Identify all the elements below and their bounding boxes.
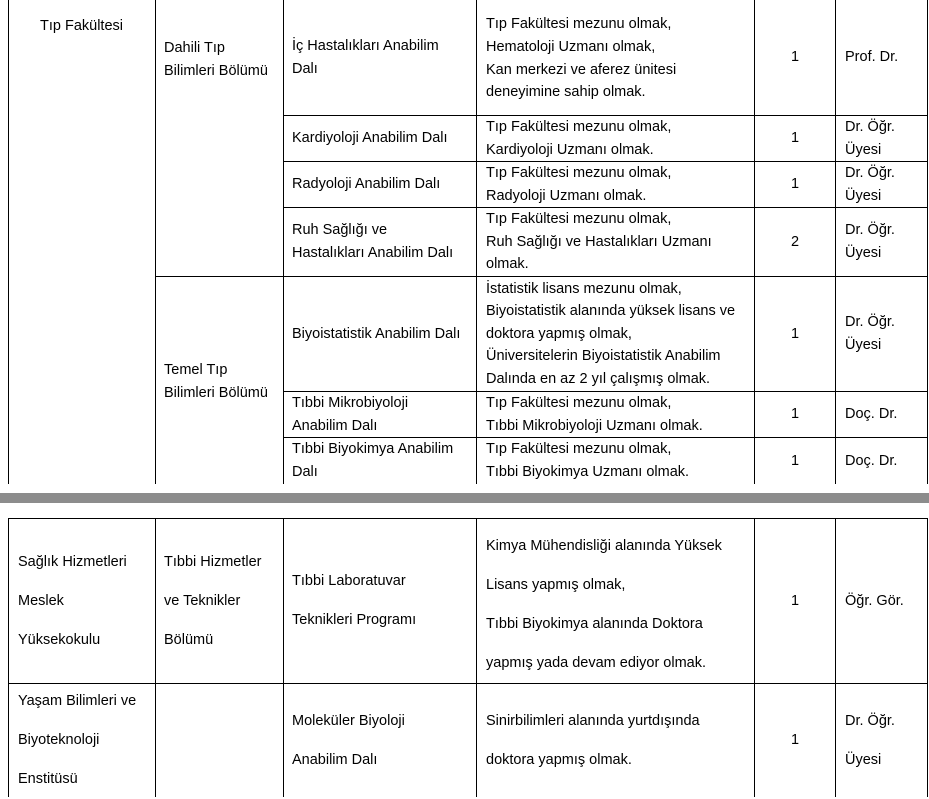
count-cell: [755, 684, 835, 797]
academic-title: Dr. Öğr. Üyesi: [845, 118, 895, 158]
title-cell: [845, 0, 927, 115]
count-cell: [755, 519, 835, 683]
requirements-text: Sinirbilimleri alanında yurtdışında doktora yapmış olmak.: [486, 712, 700, 768]
academic-title: Dr. Öğr. Üyesi: [845, 712, 895, 768]
unit-cell: [292, 162, 476, 207]
unit-cell: [292, 519, 476, 683]
unit-name: Ruh Sağlığı ve Hastalıkları Anabilim Dalı: [292, 222, 454, 261]
position-count: 1: [790, 130, 800, 147]
requirements-cell: [486, 2, 754, 115]
count-cell: [755, 208, 835, 276]
academic-title: Prof. Dr.: [845, 49, 899, 66]
academic-title: Dr. Öğr. Üyesi: [845, 164, 895, 204]
department-name: Tıbbi Hizmetler ve Teknikler Bölümü: [164, 553, 262, 648]
requirements-cell: [486, 438, 754, 484]
unit-cell: [292, 392, 476, 437]
requirements-text: Tıp Fakültesi mezunu olmak, Tıbbi Mikrobiyoloji Uzmanı olmak.: [486, 394, 703, 434]
unit-name: İç Hastalıkları Anabilim Dalı: [292, 37, 439, 77]
faculty-name: Tıp Fakültesi: [40, 18, 123, 34]
requirements-text: Kimya Mühendisliği alanında Yüksek Lisans yapmış olmak, Tıbbi Biyokimya alanında Doktora yapmış yada devam ediyor olmak.: [486, 537, 722, 671]
unit-cell: [292, 277, 476, 391]
requirements-text: Tıp Fakültesi mezunu olmak, Ruh Sağlığı ve Hastalıkları Uzmanı olmak.: [486, 211, 712, 273]
faculty-cell: [18, 519, 155, 683]
position-count: 2: [790, 233, 800, 250]
requirements-text: Tıp Fakültesi mezunu olmak, Hematoloji Uzmanı olmak, Kan merkezi ve aferez ünitesi deneyimine sahip olmak.: [486, 16, 677, 101]
count-cell: [755, 277, 835, 391]
position-count: 1: [790, 176, 800, 193]
unit-name: Biyoistatistik Anabilim Dalı: [292, 325, 461, 342]
unit-cell: [292, 208, 476, 276]
academic-title: Dr. Öğr. Üyesi: [845, 314, 895, 353]
requirements-cell: [486, 684, 754, 797]
requirements-text: Tıp Fakültesi mezunu olmak, Radyoloji Uzmanı olmak.: [486, 164, 672, 204]
title-cell: [845, 392, 927, 437]
title-cell: [845, 208, 927, 276]
requirements-cell: [486, 392, 754, 437]
count-cell: [755, 438, 835, 484]
unit-cell: [292, 438, 476, 484]
count-cell: [755, 162, 835, 207]
academic-title: Doç. Dr.: [845, 452, 898, 469]
requirements-cell: [486, 526, 754, 683]
department-cell: [164, 357, 282, 407]
position-count: 1: [790, 732, 800, 749]
position-count: 1: [790, 49, 800, 66]
title-cell: [845, 438, 927, 484]
position-count: 1: [790, 325, 800, 342]
department-name: Temel Tıp Bilimleri Bölümü: [164, 362, 268, 401]
title-cell: [845, 116, 927, 161]
academic-title: Doç. Dr.: [845, 406, 898, 423]
faculty-name: Sağlık Hizmetleri Meslek Yüksekokulu: [18, 553, 127, 648]
count-cell: [755, 116, 835, 161]
title-cell: [845, 519, 927, 683]
unit-name: Tıbbi Biyokimya Anabilim Dalı: [292, 441, 454, 480]
unit-cell: [292, 684, 476, 797]
unit-name: Radyoloji Anabilim Dalı: [292, 176, 441, 193]
requirements-cell: [486, 208, 754, 276]
department-cell: [164, 519, 283, 683]
unit-name: Moleküler Biyoloji Anabilim Dalı: [292, 712, 405, 768]
faculty-name: Yaşam Bilimleri ve Biyoteknoloji Enstitüsü: [18, 693, 137, 787]
title-cell: [845, 277, 927, 391]
requirements-text: Tıp Fakültesi mezunu olmak, Kardiyoloji Uzmanı olmak.: [486, 118, 672, 158]
department-name: Dahili Tıp Bilimleri Bölümü: [164, 40, 268, 79]
title-cell: [845, 162, 927, 207]
faculty-cell: [40, 15, 155, 45]
position-count: 1: [790, 406, 800, 423]
faculty-cell: [18, 684, 155, 797]
count-cell: [755, 392, 835, 437]
requirements-cell: [486, 162, 754, 207]
unit-name: Kardiyoloji Anabilim Dalı: [292, 130, 448, 147]
unit-name: Tıbbi Laboratuvar Teknikleri Programı: [292, 573, 417, 628]
department-cell: [164, 684, 283, 797]
count-cell: [755, 0, 835, 115]
requirements-text: İstatistik lisans mezunu olmak, Biyoistatistik alanında yüksek lisans ve doktora yapmış olmak, Üniversitelerin Biyoistatistik Anabilim Dalında en az 2 yıl çalışmış olmak.: [486, 280, 736, 387]
unit-cell: [292, 116, 476, 161]
academic-title: Dr. Öğr. Üyesi: [845, 222, 895, 261]
position-count: 1: [790, 592, 800, 609]
section-separator: [0, 493, 929, 503]
requirements-cell: [486, 277, 754, 391]
requirements-cell: [486, 116, 754, 161]
unit-name: Tıbbi Mikrobiyoloji Anabilim Dalı: [292, 394, 409, 434]
title-cell: [845, 684, 927, 797]
unit-cell: [292, 0, 476, 115]
academic-title: Öğr. Gör.: [845, 592, 904, 609]
requirements-text: Tıp Fakültesi mezunu olmak, Tıbbi Biyokimya Uzmanı olmak.: [486, 441, 690, 480]
position-count: 1: [790, 452, 800, 469]
department-cell: [164, 35, 282, 85]
